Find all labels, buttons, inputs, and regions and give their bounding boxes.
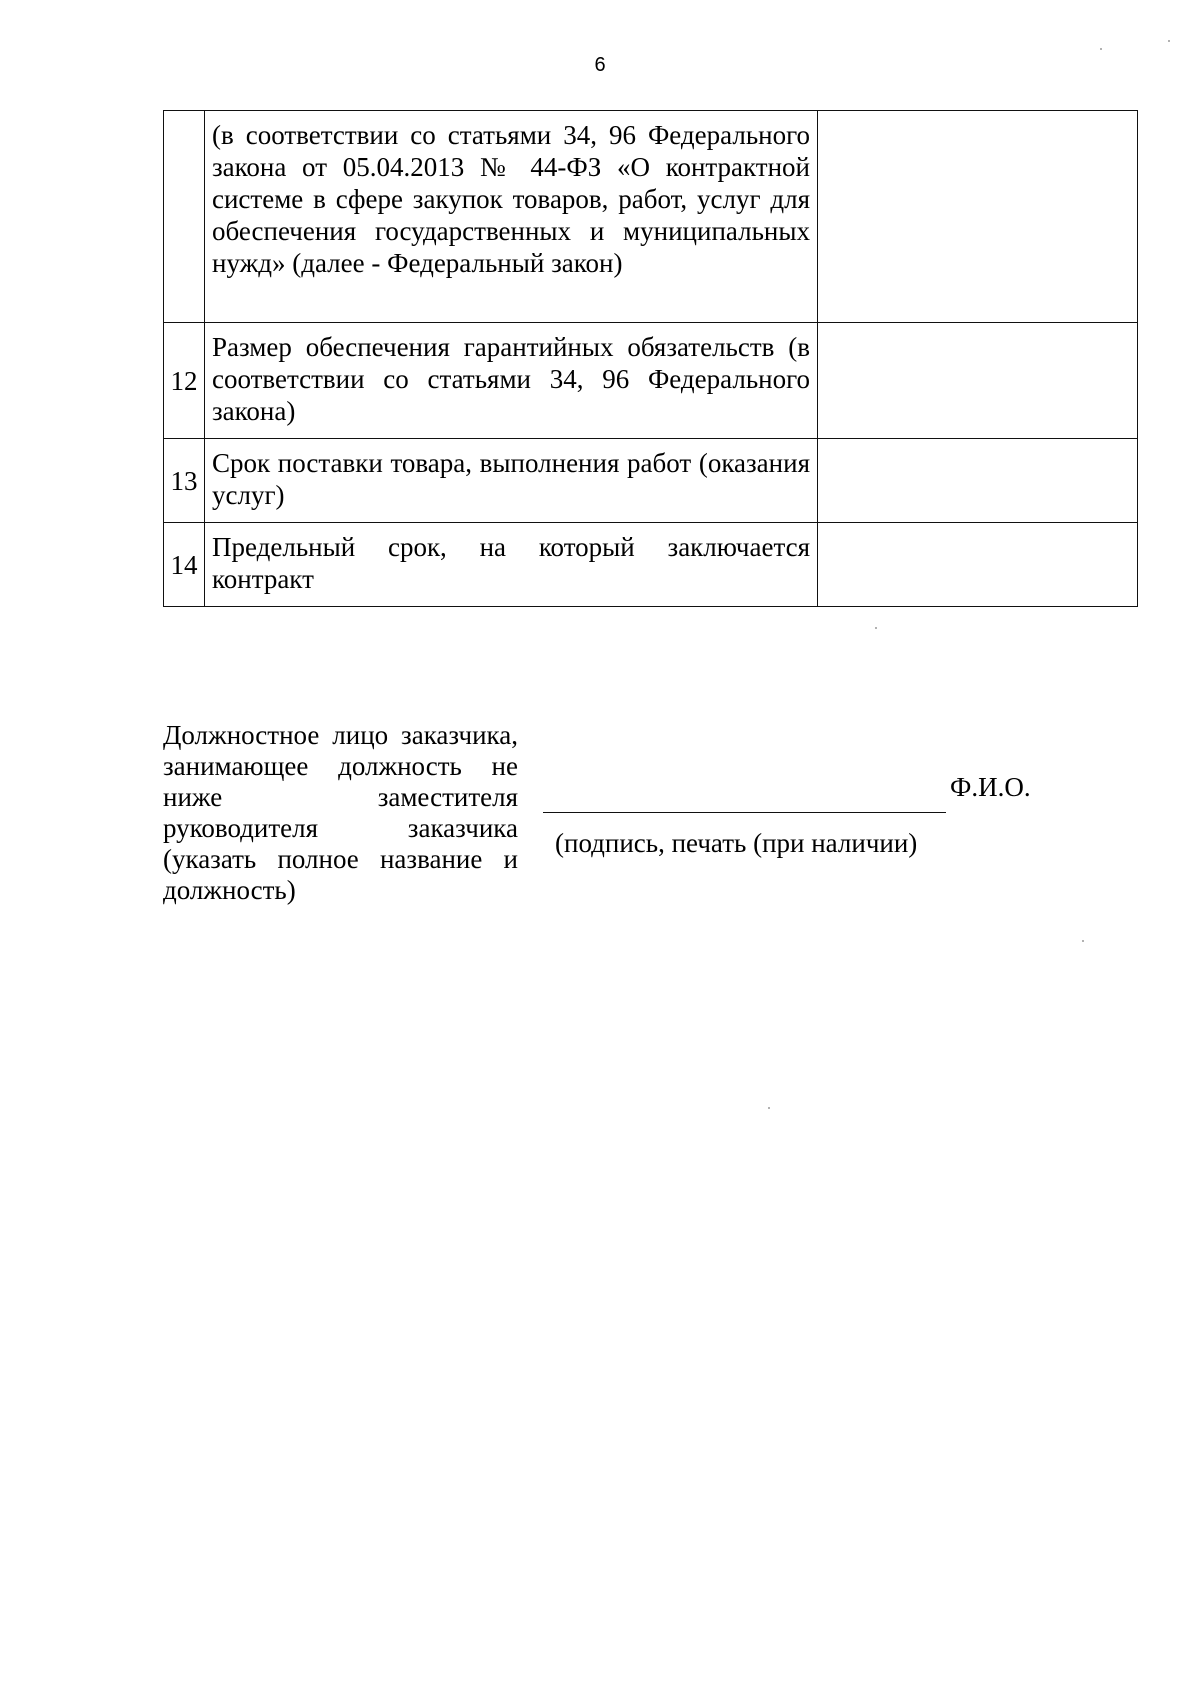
- scan-speck: [768, 1107, 770, 1109]
- row-description: Срок поставки товара, выполнения работ (оказания услуг): [205, 439, 818, 523]
- scan-speck: [1100, 48, 1102, 50]
- scan-speck: [1168, 40, 1170, 42]
- table-row: [164, 439, 1138, 523]
- table-row: [164, 323, 1138, 439]
- row-value: [818, 523, 1138, 607]
- table-row: [164, 523, 1138, 607]
- page-number: 6: [594, 54, 606, 76]
- scan-speck: [875, 627, 877, 629]
- scan-speck: [1082, 940, 1084, 942]
- signature-line: [543, 812, 946, 813]
- row-value: [818, 111, 1138, 323]
- official-position-text: Должностное лицо заказчика, занимающее должность не ниже заместителя руководителя заказчика (указать полное название и должность): [163, 720, 518, 905]
- full-name-label: Ф.И.О.: [950, 772, 1031, 802]
- table-row: [164, 111, 1138, 323]
- requirements-table: [163, 110, 1138, 607]
- row-number: 12: [164, 323, 205, 439]
- row-description: (в соответствии со статьями 34, 96 Федерального закона от 05.04.2013 № 44-ФЗ «О контрактной системе в сфере закупок товаров, работ, услуг для обеспечения государственных и муниципальных нужд» (далее - Федеральный закон): [205, 111, 818, 323]
- row-number: [164, 111, 205, 323]
- signature-caption: (подпись, печать (при наличии): [555, 828, 918, 858]
- row-description: Предельный срок, на который заключается контракт: [205, 523, 818, 607]
- row-description: Размер обеспечения гарантийных обязательств (в соответствии со статьями 34, 96 Федерального закона): [205, 323, 818, 439]
- row-value: [818, 439, 1138, 523]
- row-value: [818, 323, 1138, 439]
- row-number: 14: [164, 523, 205, 607]
- row-number: 13: [164, 439, 205, 523]
